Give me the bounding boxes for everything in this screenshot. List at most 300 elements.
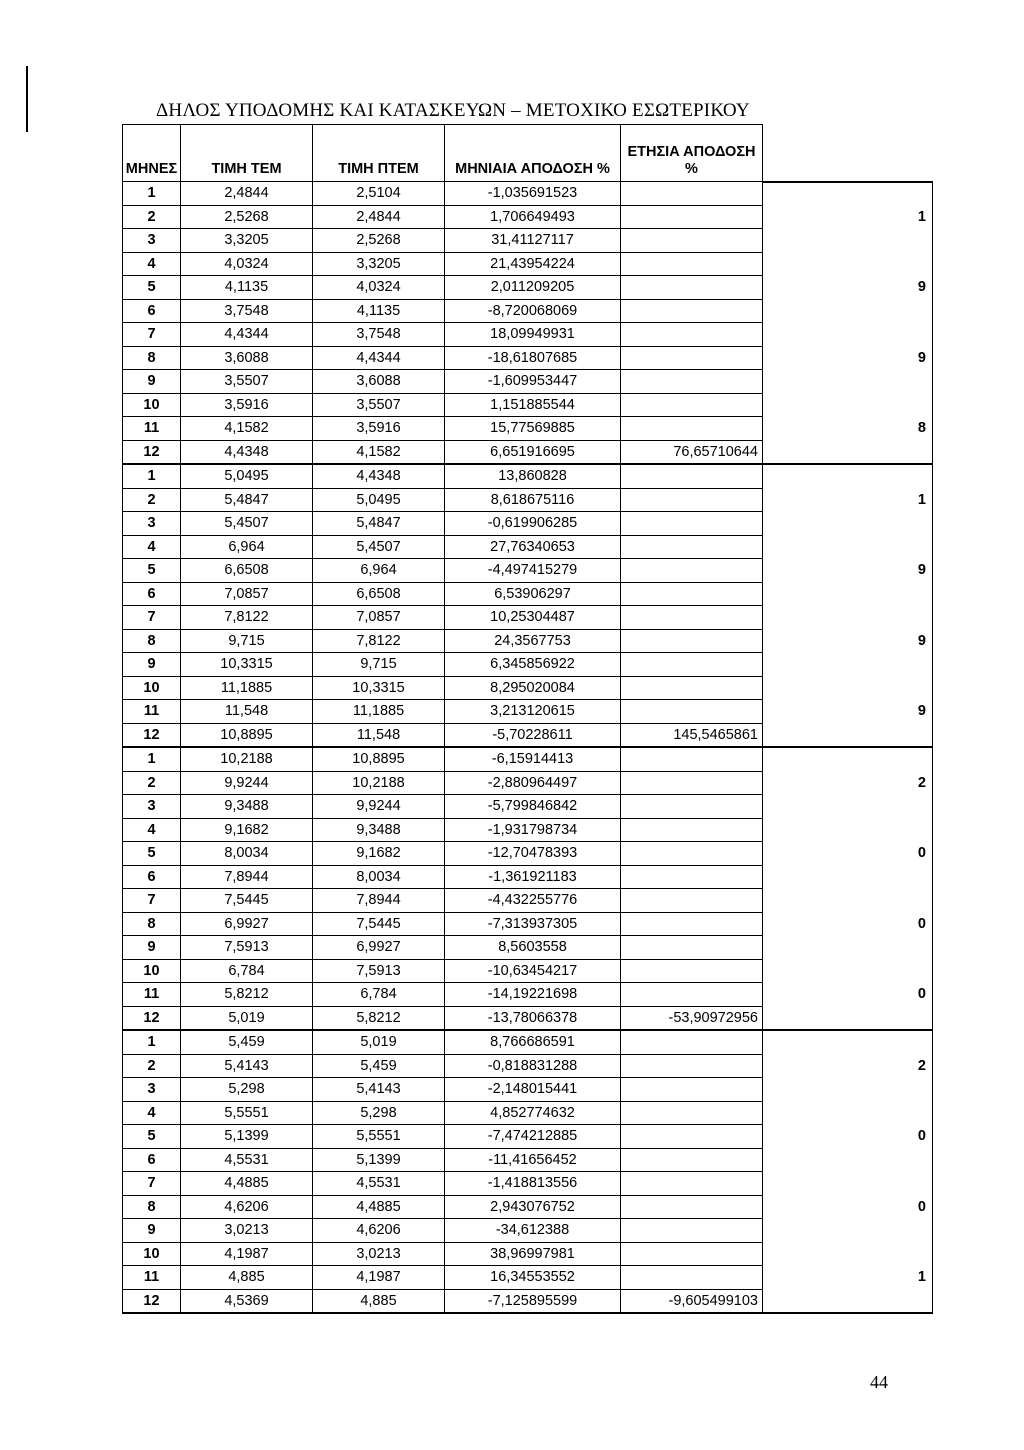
- monthly-return-cell: -6,15914413: [445, 747, 621, 771]
- table-row: [123, 653, 933, 677]
- header-side-blank: [763, 125, 933, 182]
- table-body: [123, 182, 933, 1314]
- month-cell: 5: [123, 276, 181, 300]
- month-cell: 1: [123, 1030, 181, 1054]
- side-digit-cell: 8: [763, 417, 933, 441]
- price-tem-cell: 9,3488: [181, 795, 313, 819]
- price-ptem-cell: 3,3205: [313, 252, 445, 276]
- price-tem-cell: 6,964: [181, 535, 313, 559]
- table-row: [123, 795, 933, 819]
- price-tem-cell: 7,0857: [181, 582, 313, 606]
- table-row: [123, 912, 933, 936]
- table-row: [123, 582, 933, 606]
- table-row: [123, 818, 933, 842]
- monthly-return-cell: -5,70228611: [445, 723, 621, 747]
- annual-return-cell: -53,90972956: [621, 1006, 763, 1030]
- price-ptem-cell: 4,1987: [313, 1266, 445, 1290]
- monthly-return-cell: -10,63454217: [445, 959, 621, 983]
- month-cell: 5: [123, 842, 181, 866]
- annual-return-cell: [621, 959, 763, 983]
- month-cell: 11: [123, 983, 181, 1007]
- table-row: [123, 252, 933, 276]
- table-row: [123, 1195, 933, 1219]
- price-ptem-cell: 5,1399: [313, 1148, 445, 1172]
- table-row: [123, 276, 933, 300]
- side-digit-cell: 0: [763, 842, 933, 866]
- header-row: [123, 125, 933, 182]
- month-cell: 9: [123, 936, 181, 960]
- side-digit-cell: [763, 1030, 933, 1054]
- side-digit-cell: 0: [763, 1125, 933, 1149]
- month-cell: 2: [123, 205, 181, 229]
- side-digit-cell: [763, 747, 933, 771]
- month-cell: 6: [123, 299, 181, 323]
- price-ptem-cell: 10,3315: [313, 676, 445, 700]
- month-cell: 9: [123, 370, 181, 394]
- side-digit-cell: 2: [763, 771, 933, 795]
- price-ptem-cell: 3,5507: [313, 393, 445, 417]
- side-digit-cell: [763, 229, 933, 253]
- annual-return-cell: [621, 229, 763, 253]
- price-ptem-cell: 5,4143: [313, 1078, 445, 1102]
- monthly-return-cell: -7,474212885: [445, 1125, 621, 1149]
- price-ptem-cell: 6,964: [313, 559, 445, 583]
- month-cell: 4: [123, 252, 181, 276]
- side-digit-cell: [763, 582, 933, 606]
- annual-return-cell: [621, 393, 763, 417]
- side-digit-cell: [763, 299, 933, 323]
- monthly-return-cell: 2,011209205: [445, 276, 621, 300]
- month-cell: 3: [123, 1078, 181, 1102]
- table-row: [123, 440, 933, 464]
- monthly-return-cell: 18,09949931: [445, 323, 621, 347]
- monthly-return-cell: -8,720068069: [445, 299, 621, 323]
- month-cell: 7: [123, 889, 181, 913]
- monthly-return-cell: -1,418813556: [445, 1172, 621, 1196]
- table-row: [123, 417, 933, 441]
- price-tem-cell: 4,1987: [181, 1242, 313, 1266]
- price-ptem-cell: 7,0857: [313, 606, 445, 630]
- month-cell: 5: [123, 1125, 181, 1149]
- annual-return-cell: [621, 488, 763, 512]
- side-digit-cell: 0: [763, 1195, 933, 1219]
- monthly-return-cell: 24,3567753: [445, 629, 621, 653]
- month-cell: 10: [123, 959, 181, 983]
- annual-return-cell: [621, 535, 763, 559]
- price-tem-cell: 3,7548: [181, 299, 313, 323]
- monthly-return-cell: 16,34553552: [445, 1266, 621, 1290]
- table-row: [123, 983, 933, 1007]
- table-row: [123, 700, 933, 724]
- monthly-return-cell: 6,53906297: [445, 582, 621, 606]
- table-row: [123, 559, 933, 583]
- margin-line: [26, 66, 28, 132]
- side-digit-cell: 2: [763, 1054, 933, 1078]
- month-cell: 6: [123, 1148, 181, 1172]
- annual-return-cell: [621, 1054, 763, 1078]
- price-tem-cell: 4,4344: [181, 323, 313, 347]
- monthly-return-cell: -7,313937305: [445, 912, 621, 936]
- table-row: [123, 1006, 933, 1030]
- monthly-return-cell: -12,70478393: [445, 842, 621, 866]
- price-tem-cell: 5,1399: [181, 1125, 313, 1149]
- monthly-return-cell: -4,432255776: [445, 889, 621, 913]
- table-row: [123, 1078, 933, 1102]
- side-digit-cell: [763, 370, 933, 394]
- month-cell: 1: [123, 747, 181, 771]
- table-row: [123, 723, 933, 747]
- price-tem-cell: 10,2188: [181, 747, 313, 771]
- table-row: [123, 606, 933, 630]
- price-ptem-cell: 3,6088: [313, 370, 445, 394]
- price-tem-cell: 3,6088: [181, 346, 313, 370]
- table-row: [123, 1219, 933, 1243]
- monthly-return-cell: 8,618675116: [445, 488, 621, 512]
- price-ptem-cell: 11,1885: [313, 700, 445, 724]
- month-cell: 9: [123, 1219, 181, 1243]
- table-row: [123, 205, 933, 229]
- annual-return-cell: [621, 1101, 763, 1125]
- monthly-return-cell: 8,766686591: [445, 1030, 621, 1054]
- price-tem-cell: 6,6508: [181, 559, 313, 583]
- monthly-return-cell: 15,77569885: [445, 417, 621, 441]
- price-tem-cell: 5,019: [181, 1006, 313, 1030]
- header-monthly-return: ΜΗΝΙΑΙΑ ΑΠΟΔΟΣΗ %: [445, 125, 621, 182]
- price-ptem-cell: 5,4507: [313, 535, 445, 559]
- monthly-return-cell: -5,799846842: [445, 795, 621, 819]
- annual-return-cell: [621, 299, 763, 323]
- monthly-return-cell: -0,818831288: [445, 1054, 621, 1078]
- price-tem-cell: 7,5913: [181, 936, 313, 960]
- side-digit-cell: [763, 1006, 933, 1030]
- price-ptem-cell: 3,7548: [313, 323, 445, 347]
- table-row: [123, 1030, 933, 1054]
- price-tem-cell: 3,5507: [181, 370, 313, 394]
- price-ptem-cell: 5,459: [313, 1054, 445, 1078]
- month-cell: 11: [123, 700, 181, 724]
- table-row: [123, 1125, 933, 1149]
- annual-return-cell: [621, 1125, 763, 1149]
- side-digit-cell: [763, 865, 933, 889]
- price-tem-cell: 5,4847: [181, 488, 313, 512]
- month-cell: 7: [123, 323, 181, 347]
- side-digit-cell: [763, 1078, 933, 1102]
- price-ptem-cell: 2,5268: [313, 229, 445, 253]
- price-ptem-cell: 4,0324: [313, 276, 445, 300]
- table-row: [123, 747, 933, 771]
- price-tem-cell: 3,3205: [181, 229, 313, 253]
- price-tem-cell: 6,9927: [181, 912, 313, 936]
- price-tem-cell: 11,1885: [181, 676, 313, 700]
- side-digit-cell: [763, 1148, 933, 1172]
- price-tem-cell: 5,5551: [181, 1101, 313, 1125]
- price-tem-cell: 4,5369: [181, 1289, 313, 1313]
- table-row: [123, 182, 933, 206]
- price-tem-cell: 7,5445: [181, 889, 313, 913]
- annual-return-cell: [621, 676, 763, 700]
- price-tem-cell: 5,459: [181, 1030, 313, 1054]
- month-cell: 3: [123, 229, 181, 253]
- side-digit-cell: [763, 795, 933, 819]
- annual-return-cell: [621, 1242, 763, 1266]
- monthly-return-cell: 1,706649493: [445, 205, 621, 229]
- price-ptem-cell: 11,548: [313, 723, 445, 747]
- side-digit-cell: [763, 252, 933, 276]
- header-price-tem: ΤΙΜΗ ΤΕΜ: [181, 125, 313, 182]
- month-cell: 8: [123, 912, 181, 936]
- side-digit-cell: [763, 323, 933, 347]
- price-ptem-cell: 4,4344: [313, 346, 445, 370]
- side-digit-cell: 1: [763, 1266, 933, 1290]
- table-row: [123, 1101, 933, 1125]
- price-ptem-cell: 6,6508: [313, 582, 445, 606]
- price-tem-cell: 2,4844: [181, 182, 313, 206]
- side-digit-cell: [763, 182, 933, 206]
- price-tem-cell: 5,8212: [181, 983, 313, 1007]
- annual-return-cell: [621, 653, 763, 677]
- table-row: [123, 676, 933, 700]
- annual-return-cell: [621, 771, 763, 795]
- price-ptem-cell: 9,9244: [313, 795, 445, 819]
- returns-table-container: [122, 124, 932, 1314]
- table-row: [123, 1148, 933, 1172]
- price-ptem-cell: 5,298: [313, 1101, 445, 1125]
- month-cell: 6: [123, 582, 181, 606]
- monthly-return-cell: 31,41127117: [445, 229, 621, 253]
- price-ptem-cell: 4,1582: [313, 440, 445, 464]
- side-digit-cell: [763, 1289, 933, 1313]
- monthly-return-cell: 6,345856922: [445, 653, 621, 677]
- side-digit-cell: 9: [763, 629, 933, 653]
- monthly-return-cell: 10,25304487: [445, 606, 621, 630]
- price-ptem-cell: 9,1682: [313, 842, 445, 866]
- side-digit-cell: [763, 723, 933, 747]
- table-row: [123, 629, 933, 653]
- table-row: [123, 299, 933, 323]
- side-digit-cell: [763, 393, 933, 417]
- price-tem-cell: 10,8895: [181, 723, 313, 747]
- price-ptem-cell: 7,8122: [313, 629, 445, 653]
- monthly-return-cell: -2,880964497: [445, 771, 621, 795]
- annual-return-cell: [621, 629, 763, 653]
- table-row: [123, 1289, 933, 1313]
- price-ptem-cell: 4,4885: [313, 1195, 445, 1219]
- monthly-return-cell: -0,619906285: [445, 512, 621, 536]
- annual-return-cell: [621, 842, 763, 866]
- month-cell: 3: [123, 795, 181, 819]
- header-months: ΜΗΝΕΣ: [123, 125, 181, 182]
- month-cell: 7: [123, 606, 181, 630]
- price-ptem-cell: 4,4348: [313, 464, 445, 488]
- monthly-return-cell: -1,931798734: [445, 818, 621, 842]
- price-ptem-cell: 5,019: [313, 1030, 445, 1054]
- price-tem-cell: 5,0495: [181, 464, 313, 488]
- monthly-return-cell: 27,76340653: [445, 535, 621, 559]
- month-cell: 10: [123, 1242, 181, 1266]
- annual-return-cell: [621, 606, 763, 630]
- side-digit-cell: [763, 936, 933, 960]
- header-annual-return: ΕΤΗΣΙΑ ΑΠΟΔΟΣΗ %: [621, 125, 763, 182]
- monthly-return-cell: -1,361921183: [445, 865, 621, 889]
- month-cell: 3: [123, 512, 181, 536]
- month-cell: 12: [123, 440, 181, 464]
- page-title: ΔΗΛΟΣ ΥΠΟΔΟΜΗΣ ΚΑΙ ΚΑΤΑΣΚΕΥΩΝ – ΜΕΤΟΧΙΚΟ ΕΣΩΤΕΡΙΚΟΥ: [156, 100, 750, 121]
- monthly-return-cell: 6,651916695: [445, 440, 621, 464]
- price-tem-cell: 3,0213: [181, 1219, 313, 1243]
- table-row: [123, 889, 933, 913]
- price-tem-cell: 4,0324: [181, 252, 313, 276]
- price-tem-cell: 7,8122: [181, 606, 313, 630]
- side-digit-cell: [763, 959, 933, 983]
- price-tem-cell: 4,1582: [181, 417, 313, 441]
- price-ptem-cell: 2,5104: [313, 182, 445, 206]
- price-tem-cell: 3,5916: [181, 393, 313, 417]
- monthly-return-cell: -4,497415279: [445, 559, 621, 583]
- price-ptem-cell: 5,0495: [313, 488, 445, 512]
- price-tem-cell: 5,4143: [181, 1054, 313, 1078]
- annual-return-cell: [621, 747, 763, 771]
- side-digit-cell: 1: [763, 488, 933, 512]
- annual-return-cell: [621, 252, 763, 276]
- price-tem-cell: 4,4348: [181, 440, 313, 464]
- side-digit-cell: 9: [763, 700, 933, 724]
- month-cell: 2: [123, 771, 181, 795]
- table-row: [123, 488, 933, 512]
- annual-return-cell: [621, 818, 763, 842]
- price-ptem-cell: 5,8212: [313, 1006, 445, 1030]
- side-digit-cell: 9: [763, 276, 933, 300]
- price-tem-cell: 5,4507: [181, 512, 313, 536]
- price-tem-cell: 5,298: [181, 1078, 313, 1102]
- price-ptem-cell: 7,5913: [313, 959, 445, 983]
- annual-return-cell: [621, 1219, 763, 1243]
- annual-return-cell: [621, 1195, 763, 1219]
- month-cell: 2: [123, 488, 181, 512]
- annual-return-cell: [621, 1172, 763, 1196]
- monthly-return-cell: -14,19221698: [445, 983, 621, 1007]
- returns-table: [122, 124, 933, 1314]
- monthly-return-cell: 8,5603558: [445, 936, 621, 960]
- price-tem-cell: 9,9244: [181, 771, 313, 795]
- price-ptem-cell: 6,9927: [313, 936, 445, 960]
- price-ptem-cell: 6,784: [313, 983, 445, 1007]
- price-ptem-cell: 9,3488: [313, 818, 445, 842]
- annual-return-cell: [621, 795, 763, 819]
- annual-return-cell: [621, 936, 763, 960]
- annual-return-cell: [621, 323, 763, 347]
- side-digit-cell: [763, 1101, 933, 1125]
- annual-return-cell: [621, 582, 763, 606]
- price-ptem-cell: 4,1135: [313, 299, 445, 323]
- price-ptem-cell: 3,5916: [313, 417, 445, 441]
- table-row: [123, 512, 933, 536]
- side-digit-cell: [763, 653, 933, 677]
- side-digit-cell: [763, 889, 933, 913]
- side-digit-cell: [763, 1172, 933, 1196]
- price-ptem-cell: 10,8895: [313, 747, 445, 771]
- price-tem-cell: 11,548: [181, 700, 313, 724]
- annual-return-cell: [621, 1030, 763, 1054]
- price-ptem-cell: 8,0034: [313, 865, 445, 889]
- month-cell: 10: [123, 393, 181, 417]
- month-cell: 7: [123, 1172, 181, 1196]
- annual-return-cell: [621, 182, 763, 206]
- month-cell: 11: [123, 417, 181, 441]
- table-row: [123, 1266, 933, 1290]
- price-tem-cell: 9,715: [181, 629, 313, 653]
- side-digit-cell: 9: [763, 559, 933, 583]
- side-digit-cell: [763, 1242, 933, 1266]
- price-ptem-cell: 4,6206: [313, 1219, 445, 1243]
- month-cell: 1: [123, 464, 181, 488]
- month-cell: 12: [123, 1006, 181, 1030]
- price-tem-cell: 4,6206: [181, 1195, 313, 1219]
- annual-return-cell: [621, 464, 763, 488]
- annual-return-cell: [621, 370, 763, 394]
- price-ptem-cell: 7,5445: [313, 912, 445, 936]
- price-tem-cell: 2,5268: [181, 205, 313, 229]
- annual-return-cell: [621, 1148, 763, 1172]
- table-row: [123, 842, 933, 866]
- annual-return-cell: 145,5465861: [621, 723, 763, 747]
- annual-return-cell: [621, 1078, 763, 1102]
- table-row: [123, 771, 933, 795]
- header-price-ptem: ΤΙΜΗ ΠΤΕΜ: [313, 125, 445, 182]
- page-number: 44: [870, 1372, 888, 1392]
- annual-return-cell: [621, 417, 763, 441]
- table-row: [123, 229, 933, 253]
- monthly-return-cell: -2,148015441: [445, 1078, 621, 1102]
- monthly-return-cell: -34,612388: [445, 1219, 621, 1243]
- month-cell: 8: [123, 629, 181, 653]
- annual-return-cell: [621, 512, 763, 536]
- annual-return-cell: [621, 889, 763, 913]
- monthly-return-cell: -1,035691523: [445, 182, 621, 206]
- price-tem-cell: 9,1682: [181, 818, 313, 842]
- month-cell: 8: [123, 346, 181, 370]
- month-cell: 5: [123, 559, 181, 583]
- price-tem-cell: 4,1135: [181, 276, 313, 300]
- side-digit-cell: [763, 464, 933, 488]
- price-ptem-cell: 2,4844: [313, 205, 445, 229]
- table-row: [123, 535, 933, 559]
- annual-return-cell: [621, 559, 763, 583]
- monthly-return-cell: 2,943076752: [445, 1195, 621, 1219]
- side-digit-cell: [763, 512, 933, 536]
- price-ptem-cell: 4,5531: [313, 1172, 445, 1196]
- monthly-return-cell: 13,860828: [445, 464, 621, 488]
- monthly-return-cell: -7,125895599: [445, 1289, 621, 1313]
- price-tem-cell: 4,4885: [181, 1172, 313, 1196]
- side-digit-cell: 0: [763, 983, 933, 1007]
- month-cell: 12: [123, 1289, 181, 1313]
- annual-return-cell: [621, 205, 763, 229]
- month-cell: 12: [123, 723, 181, 747]
- annual-return-cell: [621, 983, 763, 1007]
- price-tem-cell: 4,885: [181, 1266, 313, 1290]
- month-cell: 2: [123, 1054, 181, 1078]
- table-row: [123, 1054, 933, 1078]
- monthly-return-cell: -1,609953447: [445, 370, 621, 394]
- side-digit-cell: [763, 818, 933, 842]
- month-cell: 1: [123, 182, 181, 206]
- table-row: [123, 865, 933, 889]
- annual-return-cell: [621, 865, 763, 889]
- price-tem-cell: 7,8944: [181, 865, 313, 889]
- side-digit-cell: [763, 606, 933, 630]
- table-row: [123, 936, 933, 960]
- month-cell: 4: [123, 535, 181, 559]
